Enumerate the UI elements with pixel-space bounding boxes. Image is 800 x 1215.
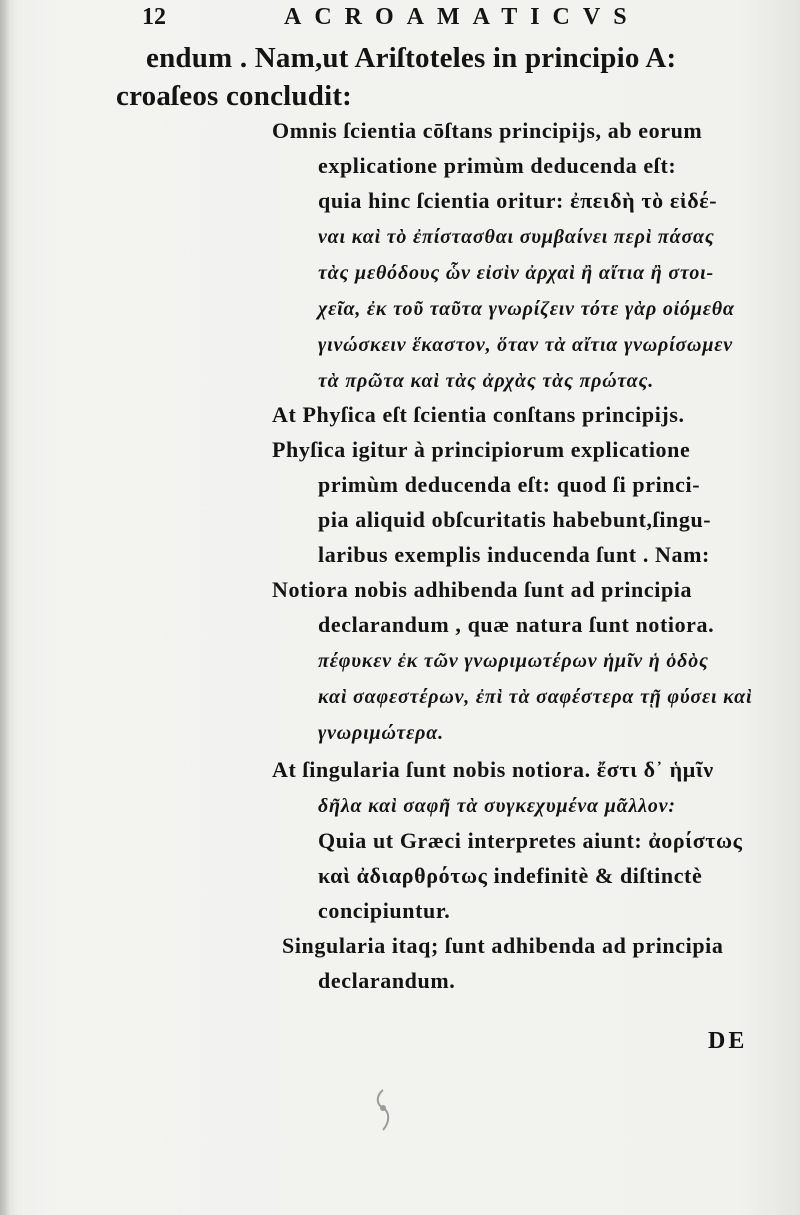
greek-line: τὰ πρῶτα καὶ τὰς ἀρχὰς τὰς πρώτας. — [318, 370, 655, 392]
greek-line: πέφυκεν ἐκ τῶν γνωριμωτέρων ἡμῖν ἡ ὁδὸς — [318, 650, 709, 672]
greek-line: γινώσκειν ἕκαστον, ὅταν τὰ αἴτια γνωρίσωμεν — [318, 334, 733, 356]
printer-ornament-icon — [372, 1088, 394, 1132]
greek-line: χεῖα, ἐκ τοῦ ταῦτα γνωρίζειν τότε γὰρ οἰόμεθα — [318, 298, 735, 320]
greek-line: τὰς μεθόδους ὧν εἰσὶν ἀρχαὶ ἢ αἴτια ἢ στοι- — [318, 262, 714, 284]
running-head-title: ACROAMATICVS — [284, 4, 640, 30]
text-line: declarandum. — [318, 968, 456, 993]
text-line: croaſeos concludit: — [116, 80, 353, 112]
text-line: quia hinc ſcientia oritur: ἐπειδὴ τὸ εἰδέ- — [318, 188, 718, 213]
text-line: Omnis ſcientia cōſtans principijs, ab eorum — [272, 118, 703, 143]
text-line: endum . Nam,ut Ariſtoteles in principio A: — [146, 42, 677, 74]
text-line: Quia ut Græci interpretes aiunt: ἀορίστως — [318, 828, 743, 853]
greek-line: ναι καὶ τὸ ἐπίστασθαι συμβαίνει περὶ πάσας — [318, 226, 715, 248]
text-line: declarandum , quæ natura ſunt notiora. — [318, 612, 715, 637]
catchword: DE — [708, 1028, 748, 1054]
greek-line: γνωριμώτερα. — [318, 722, 444, 744]
text-line: καὶ ἀδιαρθρότως indefinitè & diſtinctè — [318, 863, 703, 888]
text-line: Notiora nobis adhibenda ſunt ad principia — [272, 577, 693, 602]
text-line: Phyſica igitur à principiorum explicatione — [272, 437, 691, 462]
text-line: Singularia itaq; ſunt adhibenda ad principia — [282, 933, 724, 958]
text-line: At ſingularia ſunt nobis notiora. ἔστι δ᾽ ἡμῖν — [272, 757, 714, 782]
text-line: At Phyſica eſt ſcientia conſtans principijs. — [272, 402, 685, 427]
greek-line: καὶ σαφεστέρων, ἐπὶ τὰ σαφέστερα τῇ φύσει καὶ — [318, 686, 753, 708]
text-line: explicatione primùm deducenda eſt: — [318, 153, 677, 178]
text-line: primùm deducenda eſt: quod ſi princi- — [318, 472, 701, 497]
text-line: pia aliquid obſcuritatis habebunt,ſingu- — [318, 507, 712, 532]
text-line: concipiuntur. — [318, 898, 451, 923]
greek-line: δῆλα καὶ σαφῆ τὰ συγκεχυμένα μᾶλλον: — [318, 795, 676, 817]
text-line: laribus exemplis inducenda ſunt . Nam: — [318, 542, 710, 567]
folio-number: 12 — [142, 4, 166, 30]
